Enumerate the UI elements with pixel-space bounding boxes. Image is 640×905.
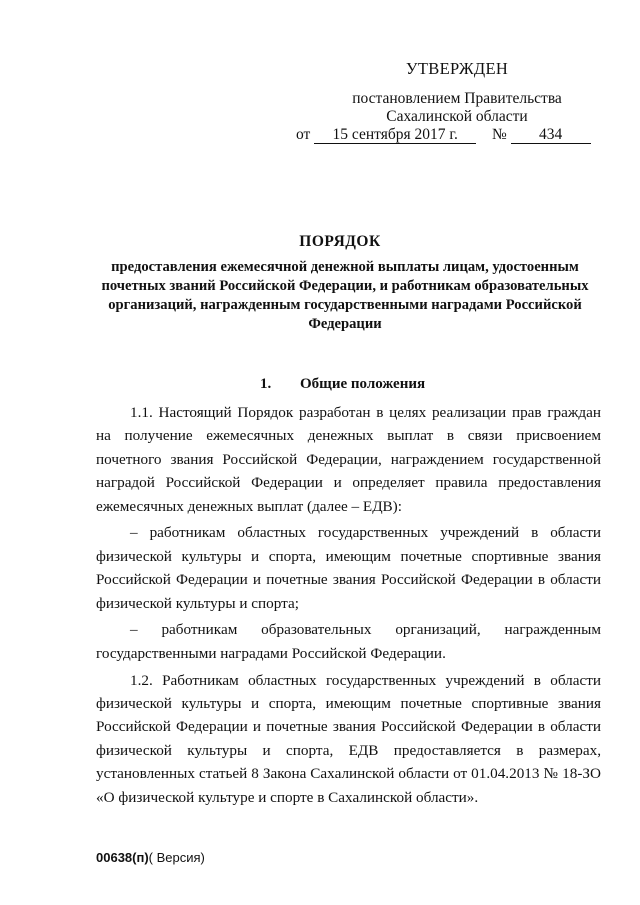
document-title: ПОРЯДОК: [299, 233, 381, 250]
paragraph: 1.1. Настоящий Порядок разработан в целях реализации прав граждан на получение ежемесячных денежных выплат в связи присвоением почетного звания Российской Федерации, награждением государственной наградой Российской Федерации и определяет правила предоставления ежемесячных денежных выплат (далее – ЕДВ):: [96, 404, 601, 515]
from-label: от: [296, 126, 311, 143]
number-label: №: [491, 126, 507, 143]
decree-line-1: постановлением Правительства: [352, 90, 562, 107]
section-number: 1.: [260, 376, 272, 392]
footer-version: ( Версия): [148, 850, 205, 865]
decree-line-2: Сахалинской области: [386, 108, 528, 125]
paragraph: – работникам образовательных организаций, награжденным государственными наградами Российской Федерации.: [96, 621, 601, 662]
paragraph: – работникам областных государственных учреждений в области физической культуры и спорта, имеющим почетные спортивные звания Российской Федерации и почетные звания Российской Федерации в области физической культуры и спорта;: [96, 524, 601, 612]
section-title: Общие положения: [300, 376, 426, 392]
date-number-line: [296, 126, 606, 144]
approval-block: [286, 60, 606, 144]
decree-number: 434: [511, 127, 591, 144]
paragraph: 1.2. Работникам областных государственных учреждений в области физической культуры и спорта, имеющим почетные спортивные звания Российской Федерации и почетные звания Российской Федерации в области физической культуры и спорта, ЕДВ предоставляется в размерах, установленных статьей 8 Закона Сахалинской области от 01.04.2013 № 18-ЗО «О физической культуре и спорте в Сахалинской области».: [96, 671, 601, 806]
document-footer-code: [96, 850, 205, 865]
footer-code: 00638(п): [96, 850, 149, 865]
document-subtitle: предоставления ежемесячной денежной выплаты лицам, удостоенным почетных званий Российской Федерации, и работникам образовательных организаций, награжденным государственными наградами Российской Федерации: [101, 259, 589, 332]
section-heading: [260, 376, 425, 393]
document-body: [96, 401, 601, 812]
approved-label: УТВЕРЖДЕН: [405, 59, 509, 78]
decree-date: 15 сентября 2017 г.: [314, 127, 476, 144]
